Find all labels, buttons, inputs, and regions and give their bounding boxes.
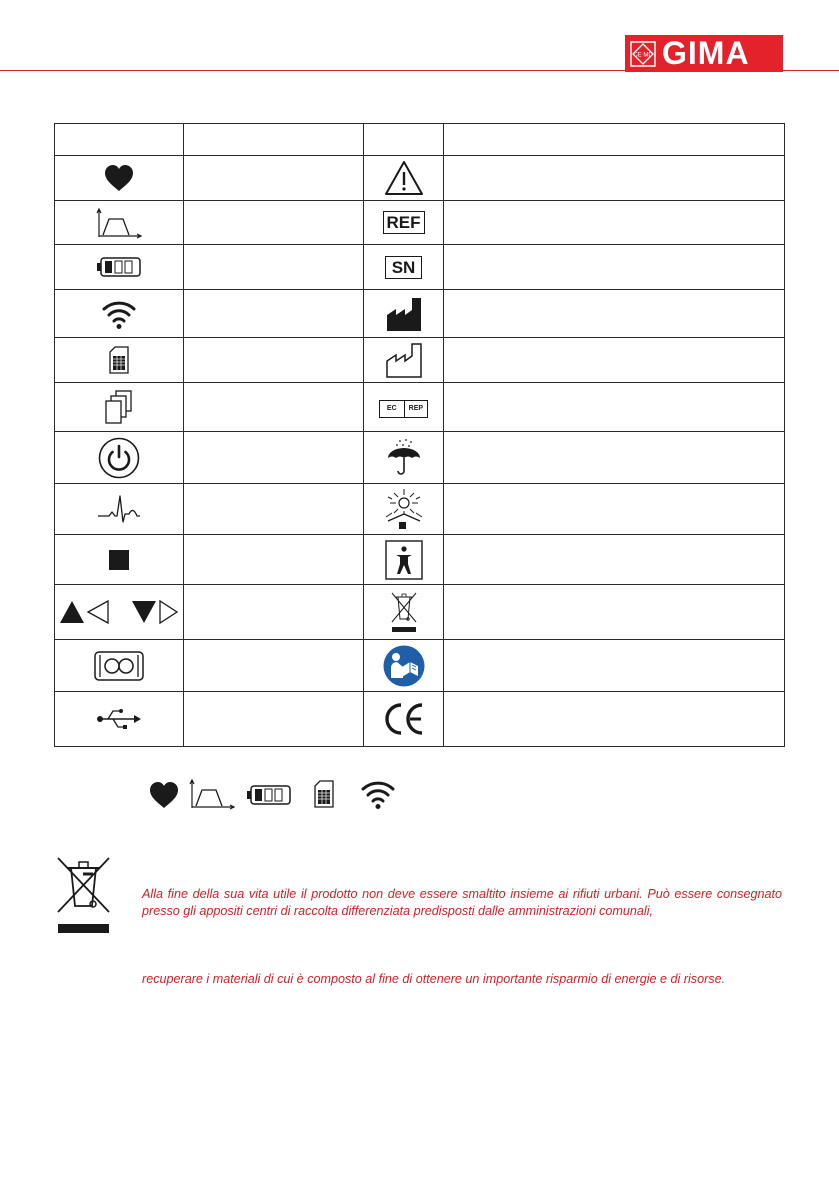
power-icon [98,437,140,479]
symbol-cell [364,383,444,432]
table-row [55,290,785,338]
keep-away-sunlight-icon [382,487,426,531]
rep-label: REP [408,404,424,412]
symbol-description [184,156,364,201]
ecg-pulse-icon [97,494,141,524]
wifi-icon [363,783,393,809]
wifi-icon [101,298,137,330]
table-row [55,432,785,484]
symbol-cell [364,245,444,290]
symbol-description [444,432,785,484]
symbol-description [184,692,364,747]
symbol-description [444,640,785,692]
table-row [55,484,785,535]
symbol-description [444,156,785,201]
header-cell [444,124,785,156]
header-cell [364,124,444,156]
manufacturer-icon [384,296,424,332]
symbol-description [184,432,364,484]
symbol-cell [364,692,444,747]
symbol-description [184,383,364,432]
waveform-axis-icon [190,780,234,809]
header-cell [184,124,364,156]
keep-dry-icon [384,438,424,478]
table-header-row [55,124,785,156]
type-bf-icon [385,540,423,580]
symbol-description [184,640,364,692]
symbol-cell [55,338,184,383]
symbol-description [184,290,364,338]
waveform-axis-icon [95,207,143,239]
symbol-description [184,201,364,245]
symbol-description [444,383,785,432]
weee-bin-icon [55,854,112,934]
symbol-description [444,245,785,290]
table-row [55,585,785,640]
ec-label: EC [380,401,405,417]
symbol-cell [55,692,184,747]
symbol-description [444,692,785,747]
symbol-cell [55,484,184,535]
symbol-cell [364,640,444,692]
symbol-cell [55,535,184,585]
symbol-cell [364,338,444,383]
symbol-description [184,245,364,290]
gima-emblem-icon [630,41,656,67]
symbol-description [444,585,785,640]
symbol-cell [364,535,444,585]
symbol-description [444,201,785,245]
table-row [55,692,785,747]
symbol-cell [55,290,184,338]
warning-triangle-icon [384,160,424,196]
battery-icon [96,256,142,278]
header-cell [55,124,184,156]
symbol-cell [364,432,444,484]
weee-bin-icon [389,590,419,634]
ref-icon: REF [383,211,425,234]
sn-icon: SN [385,256,423,279]
table-row [55,338,785,383]
emblem-text: CE MD [633,52,653,58]
symbol-description [184,338,364,383]
symbol-cell [364,484,444,535]
symbol-cell [55,201,184,245]
battery-icon [247,786,290,804]
symbol-description [184,535,364,585]
gima-logo [625,35,783,72]
stop-square-icon [108,549,130,571]
symbol-cell [55,640,184,692]
disposal-notice: Alla fine della sua vita utile il prodotto non deve essere smaltito insieme ai rifiuti urbani. Può essere consegnato presso gli appositi centri di raccolta differenziata predisposti dalle amministrazioni comunali, [142,887,782,918]
symbol-cell [55,432,184,484]
heart-icon [104,164,134,192]
symbol-cell [55,585,184,640]
disposal-notice-end: recuperare i materiali di cui è composto al fine di ottenere un importante risparmio di energie e di risorse. [142,972,726,986]
symbol-description [444,338,785,383]
brand-name: GIMA [662,35,750,71]
device-icon-strip [148,778,408,810]
symbol-cell [364,201,444,245]
read-manual-icon [383,645,425,687]
arrow-keys-icon [60,599,178,625]
symbol-description [444,535,785,585]
symbol-cell [55,245,184,290]
symbol-description [184,484,364,535]
table-row [55,245,785,290]
usb-icon [96,708,142,730]
symbol-description [444,484,785,535]
manufacture-date-icon [384,342,424,378]
table-row [55,640,785,692]
table-row [55,156,785,201]
ce-mark-icon [382,702,426,736]
table-row [55,383,785,432]
table-row [55,201,785,245]
symbols-table [54,123,785,747]
copy-pages-icon [105,390,133,424]
symbol-description [184,585,364,640]
symbol-description [444,290,785,338]
symbol-cell [364,585,444,640]
double-circle-icon [94,651,144,681]
table-row [55,535,785,585]
sd-card-icon [109,346,129,374]
symbol-cell [364,156,444,201]
heart-icon [150,782,178,808]
symbol-cell [55,156,184,201]
sd-card-icon [315,781,333,807]
symbol-cell [364,290,444,338]
symbol-cell [55,383,184,432]
ec-rep-icon [379,400,428,418]
